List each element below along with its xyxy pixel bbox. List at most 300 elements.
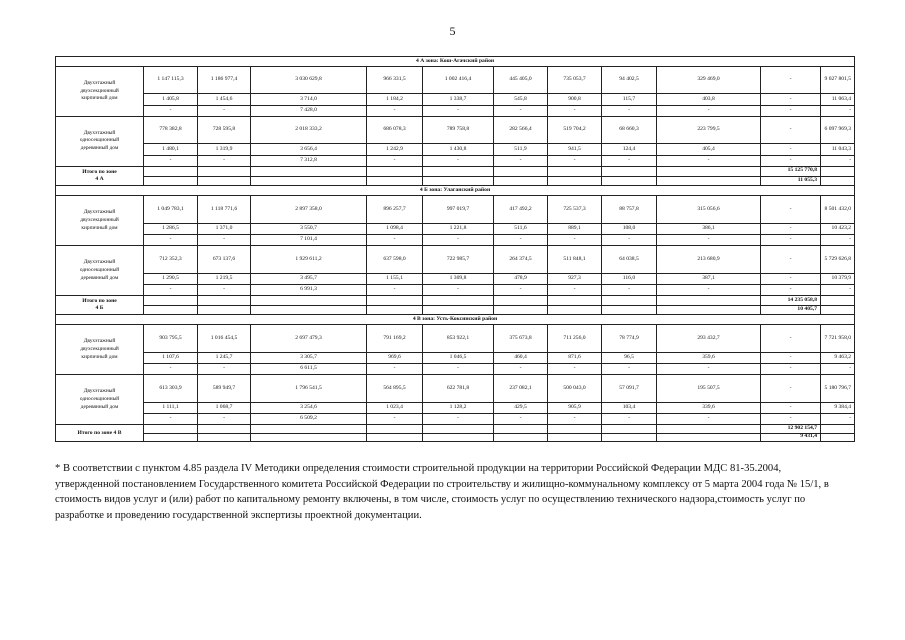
table-cell: 7 428,0 [251, 105, 367, 116]
table-cell: - [761, 196, 821, 223]
table-cell: - [761, 414, 821, 425]
table-cell: - [144, 105, 198, 116]
building-type-label-line: деревянный дом [80, 403, 119, 410]
table-cell: 3 495,7 [251, 273, 367, 284]
table-cell: 124,4 [602, 144, 657, 155]
building-type-label-line: деревянный дом [80, 145, 119, 152]
table-cell: 3 254,6 [251, 402, 367, 413]
table-cell: - [423, 234, 494, 245]
zone-total-row [56, 425, 855, 433]
table-cell: 339,6 [657, 402, 761, 413]
zone-total-label-line: Итого по зоне 4 В [77, 429, 122, 436]
table-cell: 445 405,0 [494, 66, 548, 93]
table-cell: - [761, 325, 821, 352]
table-cell-empty [367, 296, 423, 306]
table-row [56, 402, 855, 413]
table-cell-empty [251, 296, 367, 306]
table-cell: 896 257,7 [367, 196, 423, 223]
table-cell: 927,3 [548, 273, 602, 284]
table-cell: 1 242,9 [367, 144, 423, 155]
table-cell-empty [602, 433, 657, 441]
table-cell: 966 331,5 [367, 66, 423, 93]
table-cell: - [761, 66, 821, 93]
zone-total-label [56, 166, 144, 185]
table-cell-empty [144, 305, 198, 315]
table-cell: 1 186 977,4 [198, 66, 251, 93]
table-cell: 789 758,8 [423, 116, 494, 143]
table-cell: 735 053,7 [548, 66, 602, 93]
building-type-label-line: Двухэтажный [83, 79, 116, 86]
table-cell: 1 430,8 [423, 144, 494, 155]
table-cell-empty [657, 305, 761, 315]
table-cell: - [144, 414, 198, 425]
zone-total-row [56, 166, 855, 176]
table-cell: - [761, 375, 821, 402]
table-cell: 3 714,0 [251, 94, 367, 105]
table-cell: 429,5 [494, 402, 548, 413]
zone-total-value: 15 125 770,8 [761, 166, 821, 176]
table-cell-empty [657, 176, 761, 186]
table-cell: 1 286,5 [144, 223, 198, 234]
table-row [56, 196, 855, 223]
building-type-label [56, 66, 144, 116]
table-cell: 2 897 358,0 [251, 196, 367, 223]
zone-total-value: 11 055,3 [761, 176, 821, 186]
table-cell-empty [423, 433, 494, 441]
table-cell: 64 038,5 [602, 246, 657, 273]
table-cell-empty [821, 166, 855, 176]
table-cell-empty [548, 425, 602, 433]
table-cell: 2 697 479,3 [251, 325, 367, 352]
table-cell: 613 303,9 [144, 375, 198, 402]
table-cell: 405,4 [657, 144, 761, 155]
table-cell-empty [602, 176, 657, 186]
table-cell: 94 402,5 [602, 66, 657, 93]
table-row [56, 105, 855, 116]
table-cell: - [761, 284, 821, 295]
table-cell-empty [821, 433, 855, 441]
table-cell: - [657, 105, 761, 116]
table-row [56, 375, 855, 402]
table-cell: 3 305,7 [251, 352, 367, 363]
table-cell: - [821, 364, 855, 375]
table-cell: - [198, 414, 251, 425]
table-cell-empty [367, 305, 423, 315]
table-cell: - [761, 352, 821, 363]
table-cell: - [494, 284, 548, 295]
table-cell: 1 219,5 [198, 273, 251, 284]
table-cell: 223 799,5 [657, 116, 761, 143]
table-cell-empty [367, 433, 423, 441]
table-row [56, 273, 855, 284]
table-cell: 1 405,8 [144, 94, 198, 105]
table-cell: 722 985,7 [423, 246, 494, 273]
table-cell-empty [548, 433, 602, 441]
table-cell-empty [494, 305, 548, 315]
table-row [56, 223, 855, 234]
cost-table [55, 56, 855, 442]
table-cell-empty [144, 433, 198, 441]
table-cell: 1 068,7 [198, 402, 251, 413]
table-cell: 7 101,4 [251, 234, 367, 245]
table-cell: 1 023,4 [367, 402, 423, 413]
table-cell: - [657, 284, 761, 295]
table-cell-empty [423, 176, 494, 186]
table-cell: - [548, 284, 602, 295]
table-cell: 195 507,5 [657, 375, 761, 402]
table-cell: - [367, 414, 423, 425]
table-cell: 386,1 [657, 223, 761, 234]
table-cell-empty [494, 176, 548, 186]
table-cell: - [423, 105, 494, 116]
table-cell: - [821, 105, 855, 116]
table-cell: - [761, 234, 821, 245]
table-cell: - [602, 155, 657, 166]
table-cell: 88 757,8 [602, 196, 657, 223]
table-cell: 8 501 432,0 [821, 196, 855, 223]
table-cell: 11 063,4 [821, 94, 855, 105]
table-cell: - [761, 105, 821, 116]
zone-title: 4 В зона: Усть-Коксинский район [56, 315, 855, 325]
table-cell: - [198, 284, 251, 295]
table-cell: 10 423,2 [821, 223, 855, 234]
table-cell: 900,8 [548, 94, 602, 105]
table-cell-empty [602, 305, 657, 315]
table-cell: 1 002 416,4 [423, 66, 494, 93]
table-cell: 213 680,9 [657, 246, 761, 273]
table-cell: 78 774,9 [602, 325, 657, 352]
table-cell: - [602, 234, 657, 245]
table-cell: 622 781,8 [423, 375, 494, 402]
table-cell: - [821, 234, 855, 245]
table-cell: 637 598,0 [367, 246, 423, 273]
table-cell: 5 180 796,7 [821, 375, 855, 402]
table-cell: 417 492,2 [494, 196, 548, 223]
table-cell: 329 469,0 [657, 66, 761, 93]
table-cell: - [761, 144, 821, 155]
table-cell: - [367, 234, 423, 245]
table-cell-empty [144, 166, 198, 176]
table-cell: 7 312,8 [251, 155, 367, 166]
table-cell: 1 128,2 [423, 402, 494, 413]
table-cell: - [198, 105, 251, 116]
table-cell: 2 018 333,2 [251, 116, 367, 143]
table-row [56, 284, 855, 295]
zone-total-value: 12 902 154,7 [761, 425, 821, 433]
zone-total-label-line: 4 А [95, 176, 104, 183]
table-cell: - [494, 105, 548, 116]
table-cell-empty [367, 176, 423, 186]
table-cell: 460,4 [494, 352, 548, 363]
table-cell: - [657, 414, 761, 425]
table-cell: 1 338,7 [423, 94, 494, 105]
table-cell: - [494, 364, 548, 375]
table-cell: - [198, 155, 251, 166]
table-cell: 1 480,1 [144, 144, 198, 155]
table-cell: 778 382,8 [144, 116, 198, 143]
table-cell: 889,1 [548, 223, 602, 234]
table-cell: 57 091,7 [602, 375, 657, 402]
table-cell: - [761, 116, 821, 143]
table-cell: - [198, 364, 251, 375]
table-cell-empty [144, 296, 198, 306]
table-cell: - [144, 234, 198, 245]
table-cell: - [367, 155, 423, 166]
table-cell: 871,6 [548, 352, 602, 363]
zone-total-label-line: 4 Б [95, 305, 104, 312]
table-cell: 3 030 629,8 [251, 66, 367, 93]
table-cell: 103,4 [602, 402, 657, 413]
table-cell: - [423, 284, 494, 295]
table-row [56, 352, 855, 363]
table-cell: - [548, 155, 602, 166]
table-cell: 969,6 [367, 352, 423, 363]
table-cell: - [548, 105, 602, 116]
table-cell-empty [367, 425, 423, 433]
table-cell: 1 107,6 [144, 352, 198, 363]
table-cell: 359,6 [657, 352, 761, 363]
table-cell: 1 046,5 [423, 352, 494, 363]
table-cell-empty [657, 296, 761, 306]
building-type-label-line: деревянный дом [80, 274, 119, 281]
table-cell: 9 463,2 [821, 352, 855, 363]
table-cell: 519 704,2 [548, 116, 602, 143]
table-cell: 116,0 [602, 273, 657, 284]
zone-title: 4 А зона: Кош-Агачский район [56, 57, 855, 67]
table-row [56, 414, 855, 425]
table-cell: 1 111,1 [144, 402, 198, 413]
building-type-label [56, 375, 144, 425]
table-cell-empty [198, 433, 251, 441]
building-type-label-line: двухсекционный [80, 216, 119, 223]
building-type-label-line: односекционный [79, 266, 120, 273]
table-cell: 68 660,3 [602, 116, 657, 143]
table-row [56, 246, 855, 273]
table-cell: 6 611,5 [251, 364, 367, 375]
table-cell: - [602, 284, 657, 295]
table-cell: - [144, 155, 198, 166]
table-cell: 791 169,2 [367, 325, 423, 352]
table-cell: 728 595,8 [198, 116, 251, 143]
table-cell: 673 137,6 [198, 246, 251, 273]
table-cell: 96,5 [602, 352, 657, 363]
zone-total-value: 9 431,4 [761, 433, 821, 441]
table-cell-empty [494, 433, 548, 441]
table-cell: 1 184,2 [367, 94, 423, 105]
table-row [56, 94, 855, 105]
table-cell: - [761, 273, 821, 284]
table-cell-empty [198, 425, 251, 433]
table-cell: - [423, 364, 494, 375]
table-row [56, 155, 855, 166]
building-type-label-line: кирпичный дом [81, 353, 118, 360]
table-cell-empty [423, 296, 494, 306]
zone-title-row [56, 186, 855, 196]
table-cell-empty [251, 425, 367, 433]
building-type-label [56, 325, 144, 375]
table-cell-empty [821, 296, 855, 306]
zone-title: 4 Б зона: Улаганский район [56, 186, 855, 196]
building-type-label-line: Двухэтажный [83, 338, 116, 345]
building-type-label-line: Двухэтажный [83, 388, 116, 395]
building-type-label-line: двухсекционный [80, 87, 119, 94]
table-row [56, 364, 855, 375]
table-cell: 264 374,5 [494, 246, 548, 273]
zone-total-value: 14 235 058,8 [761, 296, 821, 306]
table-row [56, 325, 855, 352]
table-cell: - [423, 155, 494, 166]
table-cell-empty [548, 166, 602, 176]
table-cell-empty [251, 305, 367, 315]
table-cell-empty [494, 425, 548, 433]
building-type-label-line: Двухэтажный [83, 208, 116, 215]
table-cell: 9 027 801,5 [821, 66, 855, 93]
table-cell-empty [821, 176, 855, 186]
table-cell: - [761, 402, 821, 413]
zone-total-label [56, 425, 144, 442]
table-cell: - [761, 155, 821, 166]
table-cell: - [548, 234, 602, 245]
zone-total-label-line: Итого по зоне [82, 298, 117, 305]
building-type-label-line: кирпичный дом [81, 224, 118, 231]
table-cell: - [657, 155, 761, 166]
table-cell-empty [548, 305, 602, 315]
table-cell: - [494, 414, 548, 425]
table-cell: 315 056,6 [657, 196, 761, 223]
table-cell: 115,7 [602, 94, 657, 105]
table-cell: - [423, 414, 494, 425]
table-cell: 1 309,8 [423, 273, 494, 284]
table-cell: - [602, 105, 657, 116]
table-cell: 853 922,1 [423, 325, 494, 352]
table-cell: 1 371,0 [198, 223, 251, 234]
page-number: 5 [449, 24, 456, 38]
table-cell: 686 078,3 [367, 116, 423, 143]
table-cell: 6 509,2 [251, 414, 367, 425]
table-cell: - [602, 414, 657, 425]
table-cell: 1 221,8 [423, 223, 494, 234]
table-cell: 511,6 [494, 223, 548, 234]
footnote: * В соответствии с пунктом 4.85 раздела IV Методики определения стоимости строительной продукции на территории Российской Федерации МДС 81-35.2004, утвержденной постановлением Государственного комитета Российской Федерации по строительству и жилищно-коммунальному комплексу от 5 марта 2004 года № 15/1, в стоимость видов услуг и (или) работ по капитальному ремонту включены, в том числе, стоимость услуг по осуществлению технического надзора,стоимость услуг по разработке и проведению государственной экспертизы проектной документации. [55, 463, 829, 521]
table-cell: 1 454,6 [198, 94, 251, 105]
building-type-label-line: кирпичный дом [81, 95, 118, 102]
table-cell: - [494, 155, 548, 166]
table-cell: 903 795,5 [144, 325, 198, 352]
building-type-label-line: Двухэтажный [83, 129, 116, 136]
table-cell: - [548, 364, 602, 375]
table-cell: 905,9 [548, 402, 602, 413]
table-cell: - [548, 414, 602, 425]
table-cell: 1 245,7 [198, 352, 251, 363]
table-cell: - [821, 284, 855, 295]
table-cell-empty [144, 176, 198, 186]
table-cell-empty [251, 176, 367, 186]
building-type-label [56, 116, 144, 166]
building-type-label-line: Двухэтажный [83, 258, 116, 265]
table-cell-empty [821, 425, 855, 433]
table-cell: 1 118 771,6 [198, 196, 251, 223]
table-cell: 6 991,3 [251, 284, 367, 295]
table-cell: - [761, 246, 821, 273]
table-cell-empty [144, 425, 198, 433]
table-cell: - [144, 284, 198, 295]
zone-total-value: 10 405,7 [761, 305, 821, 315]
table-cell-empty [198, 305, 251, 315]
table-cell-empty [494, 296, 548, 306]
table-cell: 941,5 [548, 144, 602, 155]
table-cell-empty [423, 425, 494, 433]
table-cell: 6 097 969,3 [821, 116, 855, 143]
table-cell-empty [367, 166, 423, 176]
table-cell: 1 929 611,2 [251, 246, 367, 273]
table-cell: 375 673,8 [494, 325, 548, 352]
table-cell: 282 566,4 [494, 116, 548, 143]
table-cell-empty [548, 296, 602, 306]
table-cell: - [821, 414, 855, 425]
table-cell: - [761, 94, 821, 105]
table-cell: 11 043,3 [821, 144, 855, 155]
table-cell-empty [657, 433, 761, 441]
table-cell: 1 049 783,1 [144, 196, 198, 223]
zone-title-row [56, 57, 855, 67]
table-cell-empty [657, 166, 761, 176]
table-cell: 545,8 [494, 94, 548, 105]
table-cell: 237 082,1 [494, 375, 548, 402]
building-type-label-line: односекционный [79, 137, 120, 144]
table-cell: 478,9 [494, 273, 548, 284]
table-cell: 1 147 115,3 [144, 66, 198, 93]
table-row [56, 66, 855, 93]
table-cell: - [602, 364, 657, 375]
building-type-label [56, 246, 144, 296]
table-cell: 1 290,5 [144, 273, 198, 284]
table-cell-empty [251, 166, 367, 176]
building-type-label-line: односекционный [79, 395, 120, 402]
table-cell: 1 319,9 [198, 144, 251, 155]
table-cell: 997 019,7 [423, 196, 494, 223]
table-row [56, 116, 855, 143]
table-cell-empty [602, 425, 657, 433]
table-cell: 564 895,5 [367, 375, 423, 402]
table-cell: 1 796 541,5 [251, 375, 367, 402]
table-cell: - [144, 364, 198, 375]
table-cell: - [367, 364, 423, 375]
table-cell-empty [548, 176, 602, 186]
table-cell: 10 379,9 [821, 273, 855, 284]
table-cell-empty [494, 166, 548, 176]
table-row [56, 144, 855, 155]
zone-total-row [56, 176, 855, 186]
table-cell: - [198, 234, 251, 245]
table-cell: 1 098,4 [367, 223, 423, 234]
table-cell: 712 352,3 [144, 246, 198, 273]
table-cell: - [367, 284, 423, 295]
table-cell: 5 729 626,8 [821, 246, 855, 273]
table-cell-empty [821, 305, 855, 315]
table-cell: 711 256,0 [548, 325, 602, 352]
table-cell: 511,9 [494, 144, 548, 155]
building-type-label [56, 196, 144, 246]
table-cell-empty [602, 166, 657, 176]
zone-total-label-line: Итого по зоне [82, 168, 117, 175]
table-cell: 387,1 [657, 273, 761, 284]
table-cell: - [761, 364, 821, 375]
table-cell: - [657, 364, 761, 375]
cost-table-body [56, 57, 855, 442]
table-cell: 9 384,4 [821, 402, 855, 413]
table-cell: 1 016 454,5 [198, 325, 251, 352]
table-cell: 500 043,0 [548, 375, 602, 402]
